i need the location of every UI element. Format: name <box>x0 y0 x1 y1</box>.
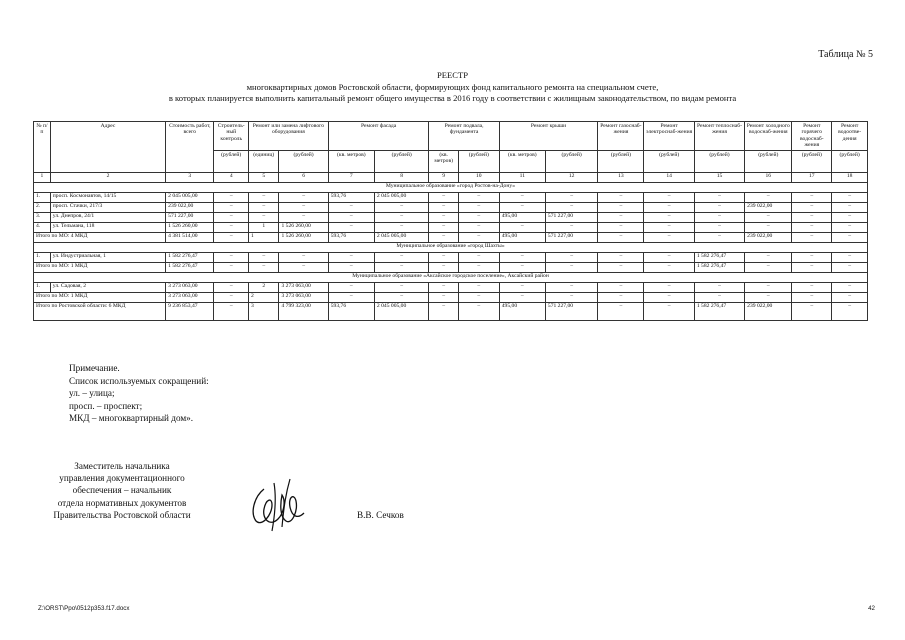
municipality-title: Муниципальное образование «город Ростов-на-Дону» <box>34 182 868 192</box>
table-cell: – <box>214 262 249 272</box>
municipality-total-row <box>34 232 868 242</box>
table-cell: – <box>644 232 694 242</box>
table-cell: – <box>598 282 644 292</box>
grand-total-row <box>34 302 868 320</box>
unit-basement-sqm: (кв. метров) <box>429 150 458 172</box>
address-cell: ул. Тельмана, 118 <box>50 222 165 232</box>
header-num: № п/п <box>34 122 51 173</box>
table-cell: – <box>499 282 545 292</box>
table-cell: – <box>644 252 694 262</box>
table-cell: 495,00 <box>499 232 545 242</box>
table-cell: – <box>832 232 868 242</box>
table-cell: 1 582 276,47 <box>166 262 214 272</box>
header-basement: Ремонт подвала, фундамента <box>429 122 499 151</box>
table-cell: – <box>694 292 744 302</box>
table-cell: – <box>328 212 374 222</box>
address-cell: ул. Индустриальная, 1 <box>50 252 165 262</box>
table-cell: – <box>249 202 279 212</box>
table-cell: – <box>792 192 832 202</box>
registry-table <box>33 121 868 321</box>
unit-roof-rub: (рублей) <box>545 150 597 172</box>
table-cell: – <box>458 262 499 272</box>
municipality-title: Муниципальное образование «Аксайское городское поселение», Аксайский район <box>34 272 868 282</box>
table-cell: – <box>249 212 279 222</box>
table-cell: – <box>499 262 545 272</box>
table-cell: – <box>832 222 868 232</box>
column-number-cell: 12 <box>545 172 597 182</box>
table-cell: 239 022,00 <box>166 202 214 212</box>
table-cell: 4 799 323,00 <box>279 302 328 320</box>
table-cell: – <box>279 212 328 222</box>
table-cell: – <box>694 232 744 242</box>
table-cell: – <box>429 232 458 242</box>
table-cell: – <box>429 192 458 202</box>
table-cell: – <box>694 192 744 202</box>
table-cell: – <box>214 232 249 242</box>
table-row <box>34 222 868 232</box>
notes-line: МКД – многоквартирный дом». <box>69 413 194 424</box>
table-row <box>34 282 868 292</box>
table-cell: – <box>694 202 744 212</box>
total-label-cell: Итого по МО: 4 МКД <box>34 232 166 242</box>
table-cell: – <box>214 302 249 320</box>
municipality-title: Муниципальное образование «город Шахты» <box>34 242 868 252</box>
column-number-cell: 5 <box>249 172 279 182</box>
table-cell: – <box>598 192 644 202</box>
table-cell: – <box>598 232 644 242</box>
table-cell: – <box>429 252 458 262</box>
table-cell: – <box>374 222 429 232</box>
unit-elevator-rub: (рублей) <box>279 150 328 172</box>
signer-title-line: управления документационного <box>59 473 185 484</box>
table-cell: – <box>499 292 545 302</box>
table-cell: – <box>458 292 499 302</box>
table-cell: 239 022,00 <box>745 202 792 212</box>
total-label-cell: Итого по МО: 1 МКД <box>34 262 166 272</box>
table-cell: 1 526 260,00 <box>166 222 214 232</box>
notes-block <box>69 362 209 425</box>
table-cell: 1 526 260,00 <box>279 232 328 242</box>
table-cell: – <box>694 212 744 222</box>
unit-elevator-units: (единиц) <box>249 150 279 172</box>
table-cell: 1 <box>249 222 279 232</box>
municipality-header-row <box>34 272 868 282</box>
address-cell: ул. Днепров, 24/1 <box>50 212 165 222</box>
title-line-3: в которых планируется выполнить капитальный ремонт общего имущества в 2016 году в соответствии с жилищным законодательством, по видам ремонта <box>168 93 737 104</box>
notes-line: Список используемых сокращений: <box>69 375 209 386</box>
table-cell: 593,76 <box>328 232 374 242</box>
table-cell: – <box>279 192 328 202</box>
column-number-cell: 7 <box>328 172 374 182</box>
table-cell: – <box>745 192 792 202</box>
table-cell: 1. <box>34 252 51 262</box>
table-cell: – <box>832 192 868 202</box>
table-cell: – <box>458 202 499 212</box>
table-cell: – <box>458 282 499 292</box>
table-row <box>34 192 868 202</box>
header-drainage: Ремонт водоотве-дения <box>832 122 868 151</box>
table-cell: – <box>214 212 249 222</box>
table-cell: – <box>214 192 249 202</box>
table-cell: – <box>214 292 249 302</box>
table-cell: – <box>598 212 644 222</box>
unit-facade-sqm: (кв. метров) <box>328 150 374 172</box>
table-cell: – <box>545 252 597 262</box>
table-cell: – <box>644 292 694 302</box>
table-cell: 3 273 063,00 <box>279 292 328 302</box>
notes-line: ул. – улица; <box>69 388 115 399</box>
address-cell: ул. Садовая, 2 <box>50 282 165 292</box>
table-cell: 2 045 005,00 <box>374 302 429 320</box>
unit-facade-rub: (рублей) <box>374 150 429 172</box>
table-body <box>34 172 868 320</box>
header-address: Адрес <box>50 122 165 173</box>
table-cell: – <box>374 262 429 272</box>
table-cell: 2. <box>34 202 51 212</box>
table-cell: 571 227,00 <box>545 212 597 222</box>
table-cell: – <box>458 232 499 242</box>
table-cell: – <box>458 302 499 320</box>
table-cell: 9 236 853,47 <box>166 302 214 320</box>
table-cell: 1. <box>34 282 51 292</box>
table-cell: – <box>598 302 644 320</box>
table-cell: – <box>745 262 792 272</box>
table-cell: – <box>214 282 249 292</box>
table-cell: – <box>598 252 644 262</box>
table-cell: 2 <box>249 292 279 302</box>
table-cell: 1. <box>34 192 51 202</box>
table-cell: – <box>832 302 868 320</box>
table-cell: – <box>745 212 792 222</box>
total-label-cell: Итого по МО: 1 МКД <box>34 292 166 302</box>
table-cell: – <box>832 252 868 262</box>
notes-heading: Примечание. <box>69 363 120 373</box>
table-cell: 2 045 005,00 <box>166 192 214 202</box>
header-electric: Ремонт электроснаб-жения <box>644 122 694 151</box>
table-cell: – <box>832 282 868 292</box>
column-number-cell: 11 <box>499 172 545 182</box>
table-cell: 2 045 005,00 <box>374 232 429 242</box>
table-cell: 593,76 <box>328 192 374 202</box>
column-number-cell: 17 <box>792 172 832 182</box>
table-cell: – <box>792 252 832 262</box>
table-cell: 593,76 <box>328 302 374 320</box>
table-cell: – <box>694 222 744 232</box>
table-cell: 1 <box>249 232 279 242</box>
address-cell: просп. Космонавтов, 14/15 <box>50 192 165 202</box>
table-cell: – <box>792 212 832 222</box>
footer-file-path: Z:\ORST\Ppo\0512p353.f17.docx <box>38 605 130 612</box>
handwritten-signature <box>246 475 312 537</box>
table-cell: – <box>328 252 374 262</box>
unit-cold-water-rub: (рублей) <box>745 150 792 172</box>
table-cell: – <box>429 222 458 232</box>
table-cell: – <box>745 222 792 232</box>
unit-drainage-rub: (рублей) <box>832 150 868 172</box>
table-cell: 2 045 005,00 <box>374 192 429 202</box>
table-cell: – <box>792 292 832 302</box>
header-gas: Ремонт газоснаб-жения <box>598 122 644 151</box>
table-cell: – <box>374 212 429 222</box>
table-cell: – <box>832 202 868 212</box>
column-number-cell: 14 <box>644 172 694 182</box>
title-line-1: РЕЕСТР <box>436 70 469 80</box>
table-cell: 1 582 276,47 <box>166 252 214 262</box>
table-cell: – <box>545 282 597 292</box>
notes-line: просп. – проспект; <box>69 400 143 411</box>
table-cell: – <box>598 222 644 232</box>
table-cell: 239 022,00 <box>745 232 792 242</box>
table-cell: – <box>745 292 792 302</box>
table-cell: 3 273 063,00 <box>279 282 328 292</box>
table-cell: – <box>328 262 374 272</box>
title-line-2: многоквартирных домов Ростовской области, формирующих фонд капитального ремонта на специальном счете, <box>246 81 659 92</box>
column-number-cell: 4 <box>214 172 249 182</box>
signer-title-block <box>38 460 206 521</box>
table-cell: – <box>429 302 458 320</box>
table-cell: – <box>792 222 832 232</box>
table-cell: – <box>545 292 597 302</box>
table-cell: – <box>832 292 868 302</box>
table-cell: – <box>499 192 545 202</box>
table-cell: – <box>374 292 429 302</box>
table-cell: – <box>545 202 597 212</box>
table-cell: – <box>792 202 832 212</box>
table-label: Таблица № 5 <box>818 49 873 60</box>
table-cell: – <box>214 252 249 262</box>
table-cell: – <box>328 222 374 232</box>
column-number-cell: 18 <box>832 172 868 182</box>
table-cell: – <box>745 252 792 262</box>
header-heat: Ремонт теплоснаб-жения <box>694 122 744 151</box>
table-cell: 3. <box>34 212 51 222</box>
signer-title-line: Правительства Ростовской области <box>53 509 191 520</box>
table-cell: 3 273 063,00 <box>166 282 214 292</box>
column-number-cell: 13 <box>598 172 644 182</box>
page-number: 42 <box>868 605 875 612</box>
table-cell: 1 582 276,47 <box>694 302 744 320</box>
unit-electric-rub: (рублей) <box>644 150 694 172</box>
unit-basement-rub: (рублей) <box>458 150 499 172</box>
table-cell: – <box>598 202 644 212</box>
table-cell: – <box>328 282 374 292</box>
table-cell: 1 526 260,00 <box>279 222 328 232</box>
table-cell: – <box>644 302 694 320</box>
table-cell: – <box>545 192 597 202</box>
table-cell: – <box>214 222 249 232</box>
table-cell: – <box>598 292 644 302</box>
table-cell: – <box>499 202 545 212</box>
table-cell: 1 582 276,47 <box>694 252 744 262</box>
table-cell: 1 582 276,47 <box>694 262 744 272</box>
table-cell: – <box>429 212 458 222</box>
table-cell: – <box>279 252 328 262</box>
table-cell: – <box>429 262 458 272</box>
column-number-cell: 15 <box>694 172 744 182</box>
table-cell: 4 381 514,00 <box>166 232 214 242</box>
column-number-cell: 3 <box>166 172 214 182</box>
table-cell: – <box>598 262 644 272</box>
table-cell: – <box>694 282 744 292</box>
table-row <box>34 212 868 222</box>
header-elevator: Ремонт или замена лифтового оборудования <box>249 122 329 151</box>
table-cell: 571 227,00 <box>545 232 597 242</box>
column-numbers-row <box>34 172 868 182</box>
table-row <box>34 252 868 262</box>
signer-title-line: Заместитель начальника <box>74 461 170 471</box>
table-cell: – <box>644 192 694 202</box>
header-facade: Ремонт фасада <box>328 122 429 151</box>
municipality-header-row <box>34 182 868 192</box>
table-row <box>34 202 868 212</box>
column-number-cell: 1 <box>34 172 51 182</box>
table-cell: – <box>644 212 694 222</box>
table-cell: – <box>429 292 458 302</box>
table-cell: – <box>832 262 868 272</box>
table-cell: – <box>328 202 374 212</box>
header-construction-control: Строитель-ный контроль <box>214 122 249 151</box>
unit-heat-rub: (рублей) <box>694 150 744 172</box>
unit-hot-water-rub: (рублей) <box>792 150 832 172</box>
table-cell: 571 227,00 <box>545 302 597 320</box>
table-cell: – <box>458 192 499 202</box>
table-cell: 3 <box>249 302 279 320</box>
unit-construction-control: (рублей) <box>214 150 249 172</box>
table-cell: – <box>249 252 279 262</box>
table-cell: – <box>429 282 458 292</box>
table-cell: – <box>458 252 499 262</box>
table-cell: – <box>458 212 499 222</box>
table-cell: – <box>249 192 279 202</box>
table-cell: – <box>214 202 249 212</box>
unit-gas-rub: (рублей) <box>598 150 644 172</box>
table-cell: – <box>792 302 832 320</box>
table-cell: – <box>792 282 832 292</box>
table-cell: – <box>429 202 458 212</box>
grand-total-label: Итого по Ростовской области: 6 МКД <box>34 302 166 320</box>
table-cell: – <box>499 252 545 262</box>
header-roof: Ремонт крыши <box>499 122 598 151</box>
table-cell: – <box>644 262 694 272</box>
table-cell: – <box>374 282 429 292</box>
unit-roof-sqm: (кв. метров) <box>499 150 545 172</box>
table-cell: – <box>374 202 429 212</box>
column-number-cell: 8 <box>374 172 429 182</box>
table-cell: – <box>644 282 694 292</box>
table-cell: – <box>644 222 694 232</box>
table-cell: – <box>792 262 832 272</box>
table-cell: – <box>249 262 279 272</box>
signer-name: В.В. Сечков <box>357 510 404 520</box>
table-cell: – <box>279 202 328 212</box>
table-cell: – <box>792 232 832 242</box>
table-cell: – <box>458 222 499 232</box>
table-cell: 4. <box>34 222 51 232</box>
table-cell: 495,00 <box>499 212 545 222</box>
column-number-cell: 9 <box>429 172 458 182</box>
header-cold-water: Ремонт холодного водоснаб-жения <box>745 122 792 151</box>
address-cell: просп. Стачки, 217/3 <box>50 202 165 212</box>
table-cell: – <box>499 222 545 232</box>
table-cell: – <box>745 282 792 292</box>
signer-title-line: обеспечения – начальник <box>72 485 172 496</box>
municipality-total-row <box>34 292 868 302</box>
table-cell: – <box>545 222 597 232</box>
municipality-header-row <box>34 242 868 252</box>
table-cell: 239 022,00 <box>745 302 792 320</box>
column-number-cell: 10 <box>458 172 499 182</box>
document-title <box>0 70 905 105</box>
column-number-cell: 6 <box>279 172 328 182</box>
table-cell: – <box>644 202 694 212</box>
table-cell: – <box>545 262 597 272</box>
table-cell: – <box>279 262 328 272</box>
header-hot-water: Ремонт горячего водоснаб-жения <box>792 122 832 151</box>
header-total-cost: Стоимость работ, всего <box>166 122 214 173</box>
table-cell: 495,00 <box>499 302 545 320</box>
municipality-total-row <box>34 262 868 272</box>
table-cell: 3 273 063,00 <box>166 292 214 302</box>
table-cell: – <box>832 212 868 222</box>
table-cell: 571 227,00 <box>166 212 214 222</box>
column-number-cell: 2 <box>50 172 165 182</box>
signer-title-line: отдела нормативных документов <box>57 497 187 508</box>
table-cell: 2 <box>249 282 279 292</box>
table-cell: – <box>328 292 374 302</box>
table-cell: – <box>374 252 429 262</box>
column-number-cell: 16 <box>745 172 792 182</box>
